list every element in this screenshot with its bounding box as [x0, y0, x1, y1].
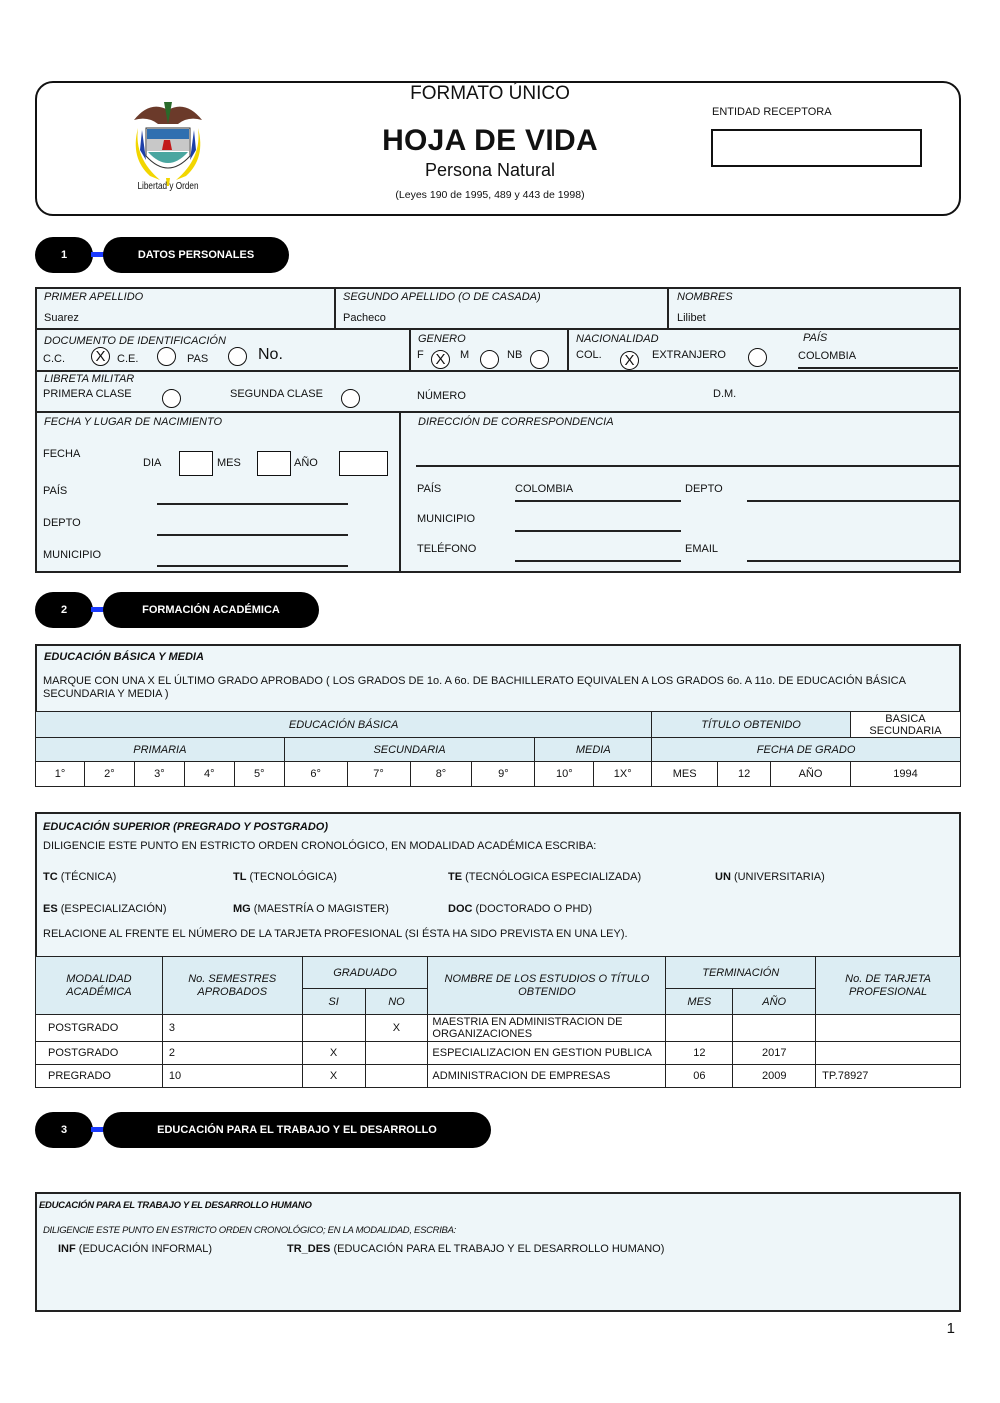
- nacimiento-pais-input[interactable]: [157, 503, 348, 505]
- secundaria-header: SECUNDARIA: [284, 738, 535, 762]
- grade-cell[interactable]: 5°: [234, 762, 284, 787]
- documento-label: DOCUMENTO DE IDENTIFICACIÓN: [44, 335, 226, 347]
- nacimiento-municipio-label: MUNICIPIO: [43, 549, 102, 561]
- libreta-dm-label: D.M.: [713, 388, 737, 400]
- nombre-cell[interactable]: MAESTRIA EN ADMINISTRACION DE ORGANIZACIONES: [428, 1015, 666, 1042]
- si-cell[interactable]: [302, 1015, 365, 1042]
- educacion-trabajo-title: EDUCACIÓN PARA EL TRABAJO Y EL DESARROLLO HUMANO: [39, 1200, 312, 1211]
- divider: [35, 328, 961, 330]
- correspondencia-municipio-input[interactable]: [515, 530, 681, 532]
- form-type: FORMATO ÚNICO: [410, 83, 570, 104]
- section-2-title: FORMACIÓN ACADÉMICA: [103, 592, 319, 628]
- code-tc: [43, 871, 116, 883]
- correspondencia-depto-input[interactable]: [747, 500, 960, 502]
- table-row: [36, 1015, 961, 1042]
- code-mg-desc: (MAESTRÍA O MAGISTER): [253, 903, 389, 915]
- si-cell[interactable]: X: [302, 1042, 365, 1065]
- col-modalidad: MODALIDAD ACADÉMICA: [36, 957, 163, 1015]
- code-tc-abbr: TC: [43, 871, 58, 883]
- grado-anio-value[interactable]: 1994: [850, 762, 960, 787]
- section-3-number: 3: [35, 1112, 93, 1148]
- semestres-cell[interactable]: 2: [162, 1042, 302, 1065]
- table-row: [36, 1065, 961, 1088]
- code-te-abbr: TE: [448, 871, 463, 883]
- mes-cell[interactable]: 12: [666, 1042, 733, 1065]
- primaria-header: PRIMARIA: [36, 738, 285, 762]
- doc-ce-label: C.E.: [117, 353, 139, 365]
- genero-m-radio[interactable]: [480, 350, 499, 369]
- divider: [667, 287, 669, 329]
- code-mg-abbr: MG: [233, 903, 251, 915]
- grade-cell[interactable]: 8°: [410, 762, 472, 787]
- col-nombre: NOMBRE DE LOS ESTUDIOS O TÍTULO OBTENIDO: [428, 957, 666, 1015]
- nacimiento-pais-label: PAÍS: [43, 485, 68, 497]
- divider: [409, 329, 411, 371]
- dia-label: DIA: [143, 457, 162, 469]
- grade-cell[interactable]: 10°: [535, 762, 594, 787]
- code-tr-des-abbr: TR_DES: [287, 1243, 331, 1255]
- code-tl: [233, 871, 337, 883]
- code-doc: [448, 903, 592, 915]
- page-title: HOJA DE VIDA: [382, 124, 598, 157]
- grade-cell[interactable]: 9°: [472, 762, 535, 787]
- doc-ce-radio[interactable]: [157, 347, 176, 366]
- mes-cell[interactable]: 06: [666, 1065, 733, 1088]
- genero-label: GENERO: [418, 333, 466, 345]
- grado-mes-label: MES: [652, 762, 718, 787]
- no-cell[interactable]: X: [365, 1015, 428, 1042]
- nacionalidad-extranjero-label: EXTRANJERO: [652, 349, 726, 361]
- code-tc-desc: (TÉCNICA): [60, 871, 117, 883]
- entidad-receptora-label: ENTIDAD RECEPTORA: [712, 106, 832, 118]
- col-si: SI: [302, 989, 365, 1015]
- code-inf: [58, 1243, 212, 1255]
- tarjeta-cell[interactable]: TP.78927: [816, 1065, 961, 1088]
- code-inf-desc: (EDUCACIÓN INFORMAL): [78, 1243, 213, 1255]
- anio-input[interactable]: [339, 451, 388, 476]
- code-es-abbr: ES: [43, 903, 58, 915]
- nombre-cell[interactable]: ADMINISTRACION DE EMPRESAS: [428, 1065, 666, 1088]
- page-number: 1: [946, 1320, 955, 1337]
- fecha-grado-header: FECHA DE GRADO: [652, 738, 961, 762]
- code-un: [715, 871, 825, 883]
- educacion-basica-table: [35, 711, 961, 787]
- grade-cell[interactable]: 3°: [134, 762, 184, 787]
- email-input[interactable]: [747, 560, 960, 562]
- divider: [35, 370, 961, 372]
- section-1-number: 1: [35, 237, 93, 273]
- doc-number-label: No.: [258, 346, 283, 363]
- grado-mes-value[interactable]: 12: [718, 762, 771, 787]
- primera-clase-radio[interactable]: [162, 389, 181, 408]
- tarjeta-cell[interactable]: [816, 1042, 961, 1065]
- tarjeta-note: RELACIONE AL FRENTE EL NÚMERO DE LA TARJETA PROFESIONAL (SI ÉSTA HA SIDO PREVISTA EN UNA LEY).: [43, 928, 628, 940]
- libreta-militar-label: LIBRETA MILITAR: [44, 373, 135, 385]
- genero-f-radio[interactable]: X: [431, 350, 450, 369]
- grade-cell[interactable]: 4°: [184, 762, 234, 787]
- telefono-input[interactable]: [515, 560, 681, 562]
- email-label: EMAIL: [685, 543, 719, 555]
- code-inf-abbr: INF: [58, 1243, 76, 1255]
- primer-apellido-label: PRIMER APELLIDO: [44, 291, 144, 303]
- titulo-obtenido-value[interactable]: BASICA SECUNDARIA: [850, 712, 960, 738]
- libreta-numero-label: NÚMERO: [417, 390, 466, 402]
- grade-cell[interactable]: 6°: [284, 762, 347, 787]
- media-header: MEDIA: [535, 738, 652, 762]
- grade-cell-marked[interactable]: 1X°: [594, 762, 652, 787]
- no-cell[interactable]: [365, 1042, 428, 1065]
- col-tarjeta: No. DE TARJETA PROFESIONAL: [816, 957, 961, 1015]
- code-doc-desc: (DOCTORADO O PHD): [475, 903, 593, 915]
- code-un-abbr: UN: [715, 871, 731, 883]
- tarjeta-cell[interactable]: [816, 1015, 961, 1042]
- nacimiento-depto-input[interactable]: [157, 534, 348, 536]
- modalidad-cell[interactable]: POSTGRADO: [36, 1015, 163, 1042]
- grade-cell[interactable]: 7°: [347, 762, 410, 787]
- no-cell[interactable]: [365, 1065, 428, 1088]
- code-te-desc: (TECNÓLOGICA ESPECIALIZADA): [465, 871, 642, 883]
- educacion-basica-instructions: MARQUE CON UNA X EL ÚLTIMO GRADO APROBADO ( LOS GRADOS DE 1o. A 6o. DE BACHILLERATO EQUIVALEN A LOS GRADOS 6o. A 11o. DE EDUCACIÓN BÁSICA SECUNDARIA Y MEDIA ): [43, 675, 906, 700]
- nacionalidad-label: NACIONALIDAD: [576, 333, 659, 345]
- correspondencia-title: DIRECCIÓN DE CORRESPONDENCIA: [418, 416, 614, 428]
- nombres-label: NOMBRES: [677, 291, 733, 303]
- anio-cell[interactable]: 2017: [733, 1042, 816, 1065]
- code-un-desc: (UNIVERSITARIA): [733, 871, 825, 883]
- nacimiento-title: FECHA Y LUGAR DE NACIMIENTO: [44, 416, 223, 428]
- nombre-cell[interactable]: ESPECIALIZACION EN GESTION PUBLICA: [428, 1042, 666, 1065]
- telefono-label: TELÉFONO: [417, 543, 477, 555]
- direccion-input[interactable]: [416, 465, 960, 467]
- code-es: [43, 903, 167, 915]
- educacion-superior-table: [35, 956, 961, 1088]
- educacion-superior-title: EDUCACIÓN SUPERIOR (PREGRADO Y POSTGRADO): [43, 821, 329, 833]
- anio-label: AÑO: [294, 457, 318, 469]
- segunda-clase-label: SEGUNDA CLASE: [230, 388, 323, 400]
- educacion-superior-instructions: DILIGENCIE ESTE PUNTO EN ESTRICTO ORDEN CRONOLÓGICO, EN MODALIDAD ACADÉMICA ESCRIBA:: [43, 840, 597, 852]
- si-cell[interactable]: X: [302, 1065, 365, 1088]
- col-anio: AÑO: [733, 989, 816, 1015]
- doc-cc-radio[interactable]: X: [91, 347, 110, 366]
- doc-pas-radio[interactable]: [228, 347, 247, 366]
- col-mes: MES: [666, 989, 733, 1015]
- col-no: NO: [365, 989, 428, 1015]
- titulo-obtenido-label: TÍTULO OBTENIDO: [652, 712, 851, 738]
- entidad-receptora-input[interactable]: [711, 129, 922, 167]
- section-3-title: EDUCACIÓN PARA EL TRABAJO Y EL DESARROLLO: [103, 1112, 491, 1148]
- logo-caption: Libertad y Orden: [137, 180, 199, 192]
- pais-label: PAÍS: [803, 332, 828, 344]
- code-tr-des-desc: (EDUCACIÓN PARA EL TRABAJO Y EL DESARROLLO HUMANO): [333, 1243, 665, 1255]
- semestres-cell[interactable]: 3: [162, 1015, 302, 1042]
- col-semestres: No. SEMESTRES APROBADOS: [162, 957, 302, 1015]
- modalidad-cell[interactable]: PREGRADO: [36, 1065, 163, 1088]
- section-1-title: DATOS PERSONALES: [103, 237, 289, 273]
- code-es-desc: (ESPECIALIZACIÓN): [60, 903, 167, 915]
- table-row: [36, 1042, 961, 1065]
- modalidad-cell[interactable]: POSTGRADO: [36, 1042, 163, 1065]
- section-2-number: 2: [35, 592, 93, 628]
- code-mg: [233, 903, 389, 915]
- segunda-clase-radio[interactable]: [341, 389, 360, 408]
- code-tl-desc: (TECNOLÓGICA): [249, 871, 337, 883]
- segundo-apellido-label: SEGUNDO APELLIDO (O DE CASADA): [343, 291, 541, 303]
- divider: [35, 411, 961, 413]
- educacion-basica-title: EDUCACIÓN BÁSICA Y MEDIA: [44, 651, 204, 663]
- grade-cell[interactable]: 1°: [36, 762, 85, 787]
- divider: [334, 287, 336, 329]
- grado-anio-label: AÑO: [771, 762, 851, 787]
- anio-cell[interactable]: [733, 1015, 816, 1042]
- divider: [567, 329, 569, 371]
- doc-pas-label: PAS: [187, 353, 209, 365]
- pais-value[interactable]: COLOMBIA: [798, 350, 857, 362]
- nacionalidad-col-radio[interactable]: X: [620, 351, 639, 370]
- genero-nb-label: NB: [507, 349, 523, 361]
- correspondencia-pais-label: PAÍS: [417, 483, 442, 495]
- primera-clase-label: PRIMERA CLASE: [43, 388, 132, 400]
- pais-underline: [798, 367, 958, 369]
- nacionalidad-extranjero-radio[interactable]: [748, 348, 767, 367]
- divider: [399, 412, 401, 572]
- mes-label: MES: [217, 457, 241, 469]
- col-terminacion: TERMINACIÓN: [666, 957, 816, 989]
- mes-cell[interactable]: [666, 1015, 733, 1042]
- educacion-basica-header: EDUCACIÓN BÁSICA: [36, 712, 652, 738]
- col-graduado: GRADUADO: [302, 957, 428, 989]
- code-tr-des: [287, 1243, 664, 1255]
- grade-cell[interactable]: 2°: [84, 762, 134, 787]
- code-doc-abbr: DOC: [448, 903, 473, 915]
- dia-input[interactable]: [179, 451, 213, 476]
- code-tl-abbr: TL: [233, 871, 247, 883]
- correspondencia-depto-label: DEPTO: [685, 483, 723, 495]
- page-subtitle: Persona Natural: [424, 160, 556, 180]
- nacimiento-depto-label: DEPTO: [43, 517, 81, 529]
- correspondencia-pais-value[interactable]: COLOMBIA: [515, 483, 574, 495]
- educacion-trabajo-instructions: DILIGENCIE ESTE PUNTO EN ESTRICTO ORDEN CRONOLÓGICO; EN LA MODALIDAD, ESCRIBA:: [43, 1225, 456, 1236]
- nombres-value[interactable]: Lilibet: [677, 312, 706, 324]
- primer-apellido-value[interactable]: Suarez: [44, 312, 79, 324]
- correspondencia-municipio-label: MUNICIPIO: [417, 513, 476, 525]
- genero-m-label: M: [460, 349, 470, 361]
- nacionalidad-col-label: COL.: [576, 349, 602, 361]
- correspondencia-pais-underline: [515, 500, 681, 502]
- code-te: [448, 871, 641, 883]
- nacimiento-municipio-input[interactable]: [157, 565, 348, 567]
- segundo-apellido-value[interactable]: Pacheco: [343, 312, 386, 324]
- genero-f-label: F: [417, 349, 424, 361]
- genero-nb-radio[interactable]: [530, 350, 549, 369]
- laws-reference: (Leyes 190 de 1995, 489 y 443 de 1998): [395, 189, 585, 201]
- anio-cell[interactable]: 2009: [733, 1065, 816, 1088]
- fecha-label: FECHA: [43, 448, 81, 460]
- mes-input[interactable]: [257, 451, 291, 476]
- semestres-cell[interactable]: 10: [162, 1065, 302, 1088]
- doc-cc-label: C.C.: [43, 353, 65, 365]
